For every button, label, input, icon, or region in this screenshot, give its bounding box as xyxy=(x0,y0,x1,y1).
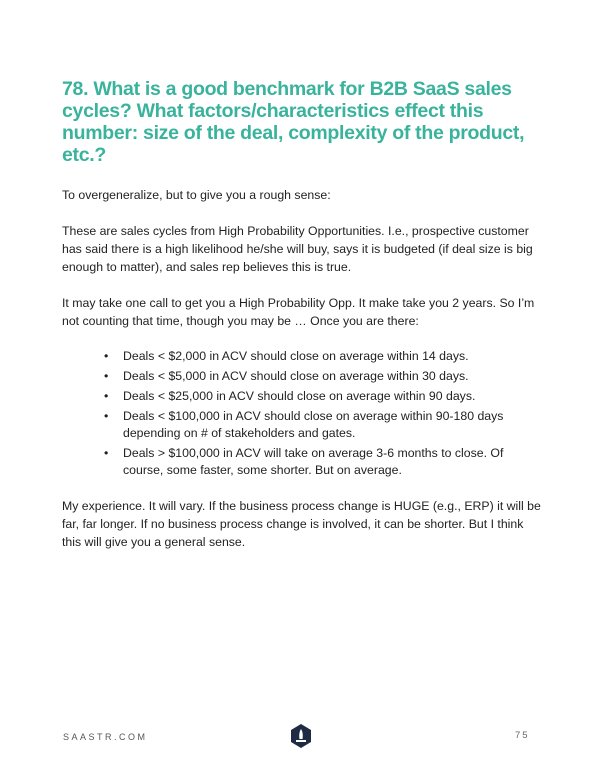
sales-cycle-list xyxy=(100,348,520,479)
bullet: • xyxy=(104,446,109,460)
page-content xyxy=(62,78,542,569)
opportunity-paragraph: It may take one call to get you a High Probability Opp. It make take you 2 years. So I’m not counting that time, though you may be … Once you are there: xyxy=(62,296,535,328)
bullet: • xyxy=(104,369,109,383)
list-item xyxy=(100,348,520,365)
conclusion-paragraph: My experience. It will vary. If the business process change is HUGE (e.g., ERP) it will be far, far longer. If no business process change is involved, it can be shorter. But I think this will give you a general sense. xyxy=(62,499,541,549)
question-heading: 78. What is a good benchmark for B2B SaaS sales cycles? What factors/characteristics effect this number: size of the deal, complexity of the product, etc.? xyxy=(62,78,525,166)
list-item xyxy=(100,368,520,385)
list-item xyxy=(100,388,520,405)
list-item-text: Deals > $100,000 in ACV will take on average 3-6 months to close. Of course, some faster, some shorter. But on average. xyxy=(123,446,504,477)
saastr-rocket-logo-icon xyxy=(290,724,312,748)
list-item xyxy=(100,408,520,442)
bullet: • xyxy=(104,389,109,403)
list-item xyxy=(100,445,520,479)
list-item-text: Deals < $5,000 in ACV should close on average within 30 days. xyxy=(123,369,469,383)
page-number: 75 xyxy=(515,730,530,741)
list-item-text: Deals < $25,000 in ACV should close on average within 90 days. xyxy=(123,389,476,403)
list-item-text: Deals < $2,000 in ACV should close on average within 14 days. xyxy=(123,349,469,363)
bullet: • xyxy=(104,409,109,423)
list-item-text: Deals < $100,000 in ACV should close on average within 90-180 days depending on # of stakeholders and gates. xyxy=(123,409,504,440)
context-paragraph: These are sales cycles from High Probability Opportunities. I.e., prospective customer has said there is a high likelihood he/she will buy, says it is budgeted (if deal size is big enough to matter), and sales rep believes this is true. xyxy=(62,224,533,274)
footer-site: SAASTR.COM xyxy=(63,732,148,742)
intro-paragraph: To overgeneralize, but to give you a rough sense: xyxy=(62,188,331,202)
bullet: • xyxy=(104,349,109,363)
